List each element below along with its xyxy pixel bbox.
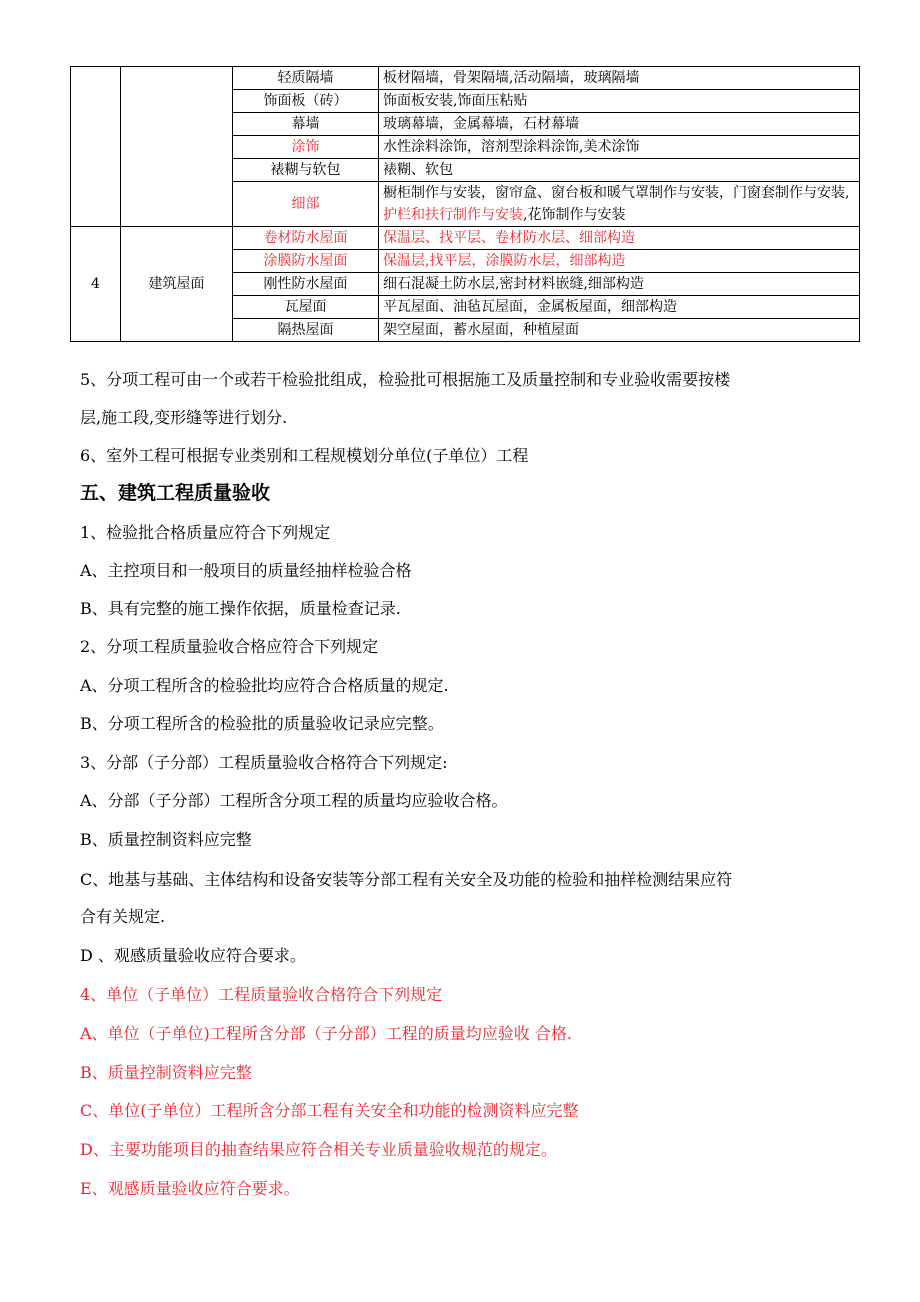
- table-cell-items: 裱糊、软包: [379, 159, 860, 182]
- table-cell-number: 4: [71, 227, 121, 342]
- rule-3: 3、分部（子分部）工程质量验收合格符合下列规定:: [80, 753, 448, 772]
- table-cell-items: 板材隔墙，骨架隔墙,活动隔墙，玻璃隔墙: [379, 67, 860, 90]
- table-cell-items: 饰面板安装,饰面压粘贴: [379, 90, 860, 113]
- rule-4c: C、单位(子单位）工程所含分部工程有关安全和功能的检测资料应完整: [80, 1101, 579, 1120]
- table-cell-subdivision: 涂膜防水屋面: [233, 250, 379, 273]
- table-cell-items: 细石混凝土防水层,密封材料嵌缝,细部构造: [379, 273, 860, 296]
- subdivision-table: [70, 66, 860, 342]
- rule-2b: B、分项工程所含的检验批的质量验收记录应完整。: [80, 714, 444, 733]
- rule-2: 2、分项工程质量验收合格应符合下列规定: [80, 637, 379, 656]
- table-cell-part: 建筑屋面: [121, 227, 233, 342]
- rule-4a: A、单位（子单位)工程所含分部（子分部）工程的质量均应验收 合格.: [80, 1024, 572, 1043]
- rule-3d: D 、观感质量验收应符合要求。: [80, 946, 306, 965]
- table-cell-subdivision: 涂饰: [233, 136, 379, 159]
- rule-3c-line1: C、地基与基础、主体结构和设备安装等分部工程有关安全及功能的检验和抽样检测结果应符: [80, 870, 733, 889]
- paragraph-5-line1: 5、分项工程可由一个或若干检验批组成，检验批可根据施工及质量控制和专业验收需要按楼: [80, 370, 731, 389]
- rule-4b: B、质量控制资料应完整: [80, 1063, 252, 1082]
- table-cell-items: 架空屋面，蓄水屋面，种植屋面: [379, 319, 860, 342]
- rule-1a: A、主控项目和一般项目的质量经抽样检验合格: [80, 561, 412, 580]
- table-cell-items: 玻璃幕墙，金属幕墙，石材幕墙: [379, 113, 860, 136]
- detail-items-part3: ,花饰制作与安装: [523, 207, 626, 223]
- rule-3a: A、分部（子分部）工程所含分项工程的质量均应验收合格。: [80, 791, 508, 810]
- table-cell-subdivision: 瓦屋面: [233, 296, 379, 319]
- table-cell-items: 保温层、找平层、卷材防水层、细部构造: [379, 227, 860, 250]
- table-cell-subdivision: 隔热屋面: [233, 319, 379, 342]
- table-cell-part-empty: [121, 67, 233, 227]
- table-cell-subdivision: 卷材防水屋面: [233, 227, 379, 250]
- detail-items-part1: 橱柜制作与安装，窗帘盒、窗台板和暖气罩制作与安装，门窗套制作与安装,: [383, 185, 850, 201]
- rule-1b: B、具有完整的施工操作依据，质量检查记录.: [80, 599, 401, 618]
- table-cell-items: 平瓦屋面、油毡瓦屋面，金属板屋面，细部构造: [379, 296, 860, 319]
- rule-4e: E、观感质量验收应符合要求。: [80, 1179, 300, 1198]
- table-cell-subdivision: 轻质隔墙: [233, 67, 379, 90]
- table-cell-subdivision: 幕墙: [233, 113, 379, 136]
- table-cell-subdivision: 刚性防水屋面: [233, 273, 379, 296]
- paragraph-6: 6、室外工程可根据专业类别和工程规模划分单位(子单位）工程: [80, 446, 529, 465]
- section-heading: 五、建筑工程质量验收: [80, 482, 271, 504]
- rule-4: 4、单位（子单位）工程质量验收合格符合下列规定: [80, 985, 443, 1004]
- table-row: [71, 67, 860, 90]
- rule-3b: B、质量控制资料应完整: [80, 830, 252, 849]
- rule-4d: D、主要功能项目的抽查结果应符合相关专业质量验收规范的规定。: [80, 1140, 557, 1159]
- table-cell-subdivision: 饰面板（砖）: [233, 90, 379, 113]
- table-cell-items: 水性涂料涂饰，溶剂型涂料涂饰,美术涂饰: [379, 136, 860, 159]
- table-cell-items: 保温层,找平层，涂膜防水层，细部构造: [379, 250, 860, 273]
- table-cell-subdivision: 细部: [233, 182, 379, 227]
- table-cell-subdivision: 裱糊与软包: [233, 159, 379, 182]
- rule-2a: A、分项工程所含的检验批均应符合合格质量的规定.: [80, 676, 449, 695]
- rule-1: 1、检验批合格质量应符合下列规定: [80, 523, 331, 542]
- table-row: [71, 227, 860, 250]
- detail-items-red: 护栏和扶行制作与安装: [383, 207, 523, 223]
- paragraph-5-line2: 层,施工段,变形缝等进行划分.: [80, 408, 288, 427]
- rule-3c-line2: 合有关规定.: [80, 907, 166, 926]
- table-cell-number-empty: [71, 67, 121, 227]
- table-cell-items-detail: [379, 182, 860, 227]
